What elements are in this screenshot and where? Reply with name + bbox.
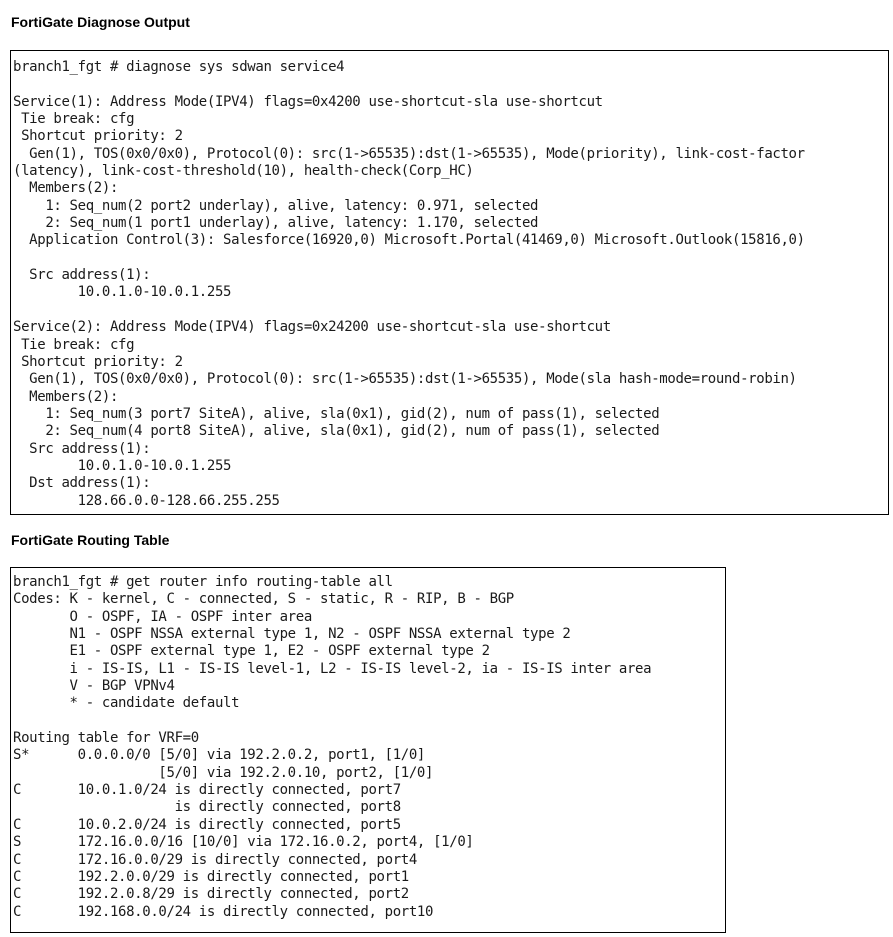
diagnose-line: Service(2): Address Mode(IPV4) flags=0x24200 use-shortcut-sla use-shortcut [13,319,611,336]
routing-table-panel [10,567,726,933]
routing-line: S* 0.0.0.0/0 [5/0] via 192.2.0.2, port1, [1/0] [13,747,426,764]
diagnose-line: 10.0.1.0-10.0.1.255 [13,284,232,301]
diagnose-line: 10.0.1.0-10.0.1.255 [13,457,232,474]
routing-line: S 172.16.0.0/16 [10/0] via 172.16.0.2, port4, [1/0] [13,834,474,851]
diagnose-line [13,250,888,267]
diagnose-line: 2: Seq_num(4 port8 SiteA), alive, sla(0x1), gid(2), num of pass(1), selected [13,423,660,440]
diagnose-line: Shortcut priority: 2 [13,128,183,145]
routing-line: O - OSPF, IA - OSPF inter area [13,608,312,625]
diagnose-line: 1: Seq_num(2 port2 underlay), alive, latency: 0.971, selected [13,197,539,214]
diagnose-output-text [13,59,888,510]
diagnose-line: 128.66.0.0-128.66.255.255 [13,492,280,509]
diagnose-line: Service(1): Address Mode(IPV4) flags=0x4200 use-shortcut-sla use-shortcut [13,93,603,110]
diagnose-line: Gen(1), TOS(0x0/0x0), Protocol(0): src(1->65535):dst(1->65535), Mode(sla hash-mode=round-robin) [13,371,797,388]
diagnose-line: 1: Seq_num(3 port7 SiteA), alive, sla(0x1), gid(2), num of pass(1), selected [13,405,660,422]
diagnose-line: Gen(1), TOS(0x0/0x0), Protocol(0): src(1->65535):dst(1->65535), Mode(priority), link-cost-factor [13,145,805,162]
routing-line [13,713,725,730]
routing-table-text [13,574,725,921]
diagnose-line: 2: Seq_num(1 port1 underlay), alive, latency: 1.170, selected [13,215,539,232]
routing-line: branch1_fgt # get router info routing-table all [13,574,393,590]
diagnose-line: Src address(1): [13,267,151,284]
diagnose-line: Shortcut priority: 2 [13,353,183,370]
routing-line: C 10.0.2.0/24 is directly connected, port5 [13,816,401,833]
diagnose-line: Src address(1): [13,440,151,457]
routing-line: V - BGP VPNv4 [13,678,175,695]
diagnose-line [13,76,888,93]
routing-table-heading: FortiGate Routing Table [11,532,170,548]
diagnose-output-heading: FortiGate Diagnose Output [11,14,190,30]
diagnose-output-panel [10,50,889,515]
diagnose-line: Application Control(3): Salesforce(16920,0) Microsoft.Portal(41469,0) Microsoft.Outlook(15816,0) [13,232,805,249]
diagnose-line: Members(2): [13,180,119,197]
routing-line: Codes: K - kernel, C - connected, S - static, R - RIP, B - BGP [13,591,514,608]
diagnose-line: Dst address(1): [13,475,151,492]
routing-line: [5/0] via 192.2.0.10, port2, [1/0] [13,764,434,781]
routing-line: C 10.0.1.0/24 is directly connected, port7 [13,782,401,799]
routing-line: C 192.2.0.8/29 is directly connected, port2 [13,886,409,903]
routing-line: E1 - OSPF external type 1, E2 - OSPF external type 2 [13,643,490,660]
routing-line: i - IS-IS, L1 - IS-IS level-1, L2 - IS-IS level-2, ia - IS-IS inter area [13,660,652,677]
diagnose-line: Tie break: cfg [13,111,135,128]
routing-line: N1 - OSPF NSSA external type 1, N2 - OSPF NSSA external type 2 [13,626,571,643]
routing-line: C 172.16.0.0/29 is directly connected, port4 [13,851,417,868]
diagnose-line: Members(2): [13,388,119,405]
routing-line: C 192.168.0.0/24 is directly connected, port10 [13,903,434,920]
diagnose-line: branch1_fgt # diagnose sys sdwan service4 [13,59,345,75]
routing-line: * - candidate default [13,695,240,712]
routing-line: C 192.2.0.0/29 is directly connected, port1 [13,868,409,885]
diagnose-line: Tie break: cfg [13,336,135,353]
diagnose-line: (latency), link-cost-threshold(10), health-check(Corp_HC) [13,163,474,180]
routing-line: is directly connected, port8 [13,799,401,816]
routing-line: Routing table for VRF=0 [13,730,199,747]
diagnose-line [13,302,888,319]
